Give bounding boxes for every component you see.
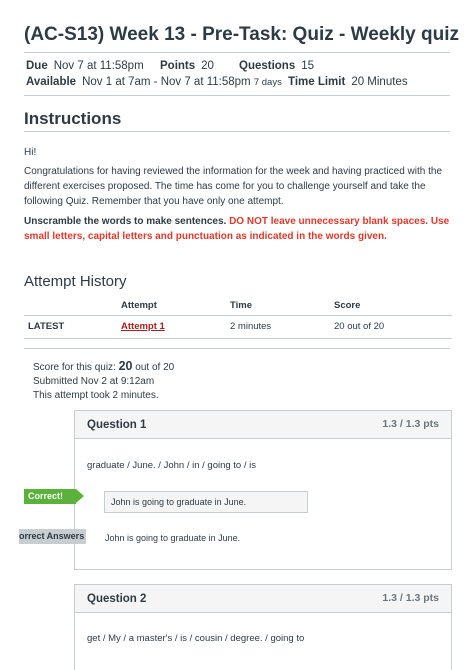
- attempt-duration: This attempt took 2 minutes.: [33, 390, 159, 401]
- question-2-points: 1.3 / 1.3 pts: [382, 592, 439, 604]
- quiz-score: [33, 359, 174, 373]
- column-header-attempt: Attempt: [121, 297, 230, 316]
- instructions-divider: [24, 131, 450, 132]
- meta-divider: [24, 95, 450, 96]
- table-row: [24, 316, 452, 339]
- warning-bold-text: Unscramble the words to make sentences.: [24, 216, 227, 227]
- correct-flag: Correct!: [24, 489, 76, 504]
- attempt-history-table: [24, 297, 452, 339]
- questions-info: [239, 60, 314, 72]
- column-header-time: Time: [230, 297, 334, 316]
- column-header-blank: [24, 297, 121, 316]
- available-value: Nov 1 at 7am - Nov 7 at 11:58pm: [82, 76, 251, 88]
- submitted-time: Submitted Nov 2 at 9:12am: [33, 376, 155, 387]
- attempt-history-divider: [24, 348, 450, 349]
- question-2-header: [75, 585, 451, 613]
- page-title: (AC-S13) Week 13 - Pre-Task: Quiz - Weekly quiz: [24, 24, 460, 45]
- question-2-card: [74, 584, 452, 670]
- question-1-prompt: graduate / June. / John / in / going to / is: [87, 460, 256, 471]
- instructions-warning: [24, 214, 454, 244]
- question-2-title: Question 2: [87, 593, 147, 605]
- due-label: Due: [26, 60, 48, 72]
- question-1-header: [75, 411, 451, 439]
- attempt-score-cell: 20 out of 20: [334, 316, 452, 339]
- time-limit-info: [288, 76, 408, 88]
- attempt-cell: [121, 316, 230, 339]
- questions-value: 15: [301, 60, 315, 72]
- attempt-time-cell: 2 minutes: [230, 316, 334, 339]
- question-1-correct-answer: John is going to graduate in June.: [105, 533, 241, 543]
- question-2-prompt: get / My / a master's / is / cousin / degree. / going to: [87, 633, 305, 644]
- question-1-points: 1.3 / 1.3 pts: [382, 418, 439, 430]
- attempt-history-heading: Attempt History: [24, 273, 127, 290]
- instructions-greeting: Hi!: [24, 147, 37, 158]
- title-divider: [24, 52, 450, 53]
- score-prefix: Score for this quiz:: [33, 362, 116, 373]
- column-header-score: Score: [334, 297, 452, 316]
- instructions-body: Congratulations for having reviewed the information for the week and having practiced with the different exercises proposed. The time has come for you to challenge yourself and take the following Quiz. Remember that you have only one attempt.: [24, 166, 443, 207]
- due-info: [26, 60, 144, 72]
- instructions-heading: Instructions: [24, 109, 122, 128]
- attempt-row-label: LATEST: [24, 316, 121, 339]
- score-value: 20: [118, 359, 133, 373]
- due-value: Nov 7 at 11:58pm: [53, 60, 144, 72]
- score-suffix: out of 20: [135, 362, 175, 373]
- available-label: Available: [26, 76, 77, 88]
- attempt-1-link[interactable]: Attempt 1: [121, 321, 165, 332]
- correct-answers-flag: orrect Answers: [19, 529, 86, 544]
- points-label: Points: [160, 60, 196, 72]
- question-1-title: Question 1: [87, 419, 147, 431]
- warning-red-text: DO NOT leave unnecessary blank spaces. Use small letters, capital letters and punctuation as indicated in the words given.: [24, 216, 450, 242]
- available-days: 7 days: [253, 77, 282, 88]
- time-limit-value: 20 Minutes: [351, 76, 408, 88]
- points-value: 20: [201, 60, 214, 72]
- question-1-answer-box: John is going to graduate in June.: [104, 491, 308, 513]
- time-limit-label: Time Limit: [288, 76, 346, 88]
- table-header-row: [24, 297, 452, 316]
- question-1-card: [74, 410, 452, 570]
- points-info: [160, 60, 214, 72]
- questions-label: Questions: [239, 60, 296, 72]
- available-info: [26, 76, 282, 88]
